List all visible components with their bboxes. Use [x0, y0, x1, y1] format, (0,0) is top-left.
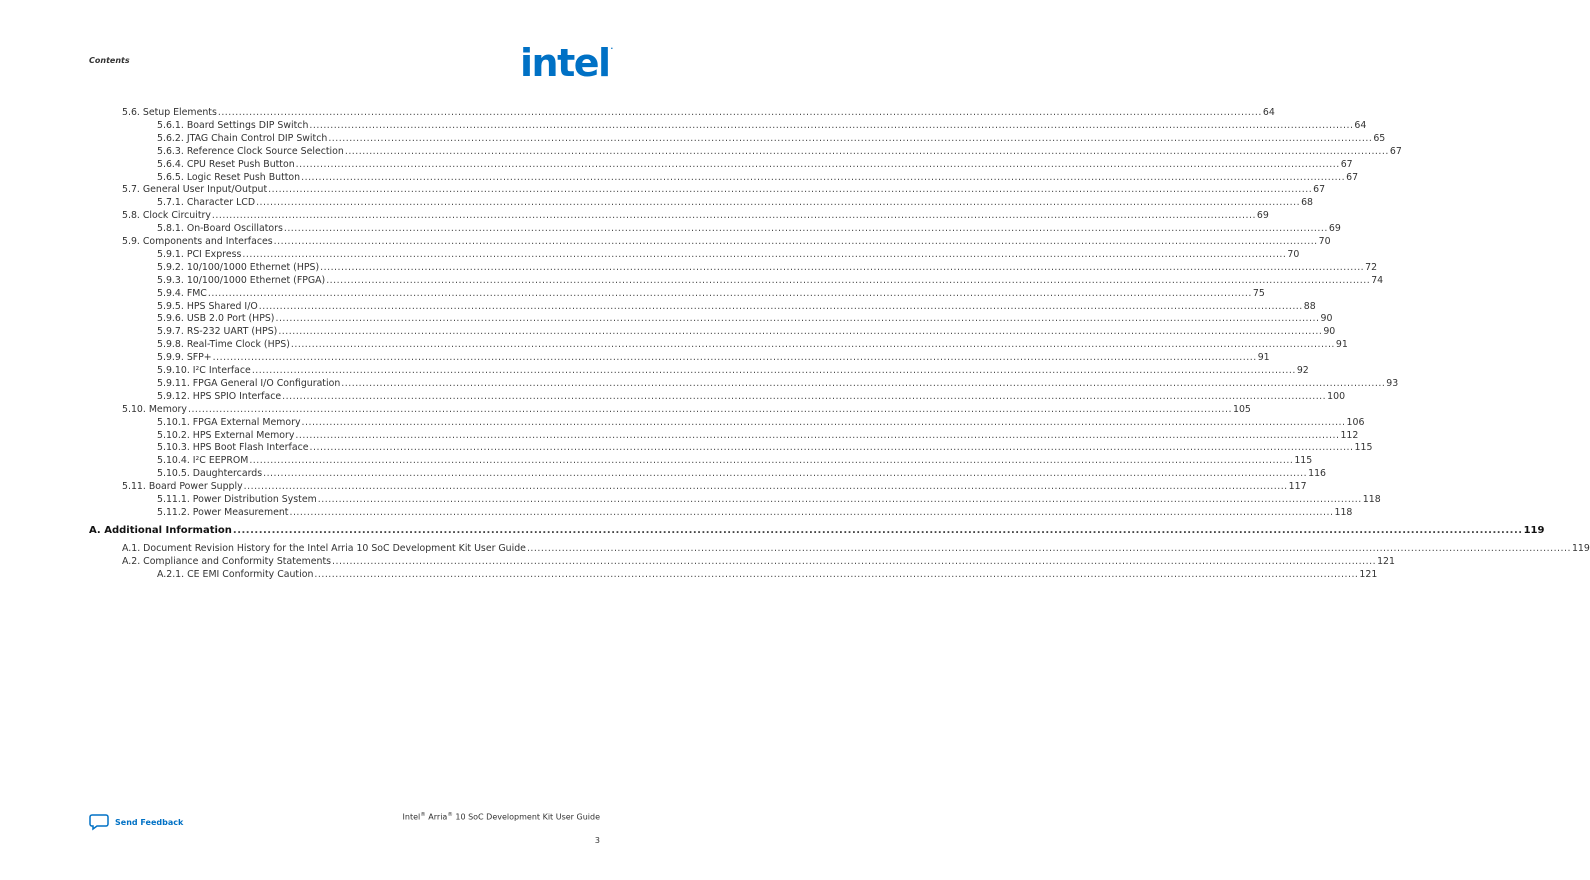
toc-entry-title: 5.8. Clock Circuitry: [122, 210, 211, 222]
toc-leader-dots: ............................................................................................................................................................................................................................................................................................................: [187, 403, 1232, 415]
toc-leader-dots: ............................................................................................................................................................................................................................................................................................................: [278, 326, 1323, 338]
toc-entry[interactable]: [157, 287, 1265, 299]
toc-leader-dots: ............................................................................................................................................................................................................................................................................................................: [290, 339, 1335, 351]
doc-title-part2: Arria: [425, 812, 448, 822]
toc-entry-title: 5.7. General User Input/Output: [122, 184, 268, 196]
toc-leader-dots: ............................................................................................................................................................................................................................................................................................................: [320, 261, 1365, 273]
toc-leader-dots: ............................................................................................................................................................................................................................................................................................................: [275, 313, 1320, 325]
document-title: [403, 812, 600, 822]
toc-entry-title: 5.10.2. HPS External Memory: [157, 429, 295, 441]
toc-entry-page: 72: [1365, 261, 1378, 273]
toc-entry[interactable]: [157, 429, 1359, 441]
toc-entry-page: 119: [1571, 542, 1590, 554]
toc-entry-page: 115: [1294, 455, 1313, 467]
toc-leader-dots: ............................................................................................................................................................................................................................................................................................................: [251, 365, 1296, 376]
toc-leader-dots: ............................................................................................................................................................................................................................................................................................................: [256, 197, 1301, 209]
toc-entry[interactable]: [157, 300, 1316, 312]
toc-entry-page: 106: [1346, 416, 1365, 428]
toc-leader-dots: ............................................................................................................................................................................................................................................................................................................: [258, 300, 1303, 312]
doc-title-part1: Intel: [402, 812, 421, 822]
toc-entry[interactable]: [157, 339, 1348, 351]
toc-entry-page: 90: [1320, 313, 1333, 325]
logo-dot: .: [610, 43, 614, 51]
toc-entry-title: 5.9.2. 10/100/1000 Ethernet (HPS): [157, 261, 320, 273]
toc-entry-title: 5.9. Components and Interfaces: [122, 236, 273, 247]
toc-leader-dots: ............................................................................................................................................................................................................................................................................................................: [332, 555, 1377, 567]
toc-entry[interactable]: [122, 236, 1331, 247]
toc-entry[interactable]: [157, 416, 1365, 428]
toc-entry[interactable]: [157, 455, 1313, 467]
toc-entry-page: 117: [1288, 481, 1307, 493]
toc-entry-title: 5.10.3. HPS Boot Flash Interface: [157, 442, 309, 454]
toc-entry[interactable]: [157, 248, 1300, 260]
toc-entry-page: 90: [1323, 326, 1336, 338]
toc-leader-dots: ............................................................................................................................................................................................................................................................................................................: [268, 184, 1313, 196]
toc-entry-page: 67: [1389, 145, 1402, 157]
toc-entry-title: 5.11.2. Power Measurement: [157, 506, 289, 518]
toc-entry[interactable]: [157, 468, 1327, 480]
toc-entry-page: 121: [1377, 555, 1395, 567]
toc-entry[interactable]: [157, 197, 1314, 209]
toc-entry-title: 5.9.7. RS-232 UART (HPS): [157, 326, 278, 338]
toc-entry-page: 93: [1386, 377, 1399, 389]
toc-leader-dots: ............................................................................................................................................................................................................................................................................................................: [249, 455, 1294, 467]
toc-leader-dots: ............................................................................................................................................................................................................................................................................................................: [282, 390, 1327, 402]
toc-leader-dots: ............................................................................................................................................................................................................................................................................................................: [328, 132, 1373, 144]
toc-entry-page: 69: [1256, 210, 1269, 222]
toc-leader-dots: ............................................................................................................................................................................................................................................................................................................: [283, 223, 1328, 235]
toc-entry[interactable]: [157, 171, 1359, 183]
toc-entry-title: A. Additional Information: [89, 524, 232, 536]
toc-entry[interactable]: [89, 524, 1545, 536]
toc-entry[interactable]: [157, 494, 1381, 505]
toc-entry-title: A.2.1. CE EMI Conformity Caution: [157, 568, 314, 580]
toc-leader-dots: ............................................................................................................................................................................................................................................................................................................: [344, 145, 1389, 157]
toc-leader-dots: ............................................................................................................................................................................................................................................................................................................: [217, 107, 1262, 118]
toc-entry-page: 67: [1340, 158, 1353, 170]
toc-leader-dots: ............................................................................................................................................................................................................................................................................................................: [526, 542, 1571, 554]
send-feedback-link[interactable]: [89, 814, 183, 830]
toc-entry-title: 5.7.1. Character LCD: [157, 197, 256, 209]
toc-entry-title: 5.6.5. Logic Reset Push Button: [157, 171, 301, 183]
toc-leader-dots: ............................................................................................................................................................................................................................................................................................................: [232, 524, 1523, 536]
toc-entry-page: 119: [1523, 524, 1545, 536]
toc-entry-title: 5.9.1. PCI Express: [157, 248, 242, 260]
toc-entry[interactable]: [157, 223, 1341, 235]
toc-entry-title: 5.9.10. I²C Interface: [157, 365, 251, 376]
toc-leader-dots: ............................................................................................................................................................................................................................................................................................................: [273, 236, 1318, 247]
intel-logo: [520, 41, 614, 85]
toc-entry-page: 75: [1252, 287, 1265, 299]
toc-entry[interactable]: [122, 542, 1590, 554]
toc-entry-page: 69: [1328, 223, 1341, 235]
doc-title-reg1: ®: [420, 812, 426, 818]
toc-entry-page: 64: [1354, 119, 1367, 131]
toc-entry[interactable]: [157, 274, 1384, 286]
toc-entry-title: 5.6.4. CPU Reset Push Button: [157, 158, 295, 170]
toc-entry[interactable]: [157, 568, 1378, 580]
feedback-label: Send Feedback: [115, 817, 184, 827]
toc-entry[interactable]: [122, 107, 1275, 118]
toc-entry-title: 5.6.3. Reference Clock Source Selection: [157, 145, 344, 157]
toc-leader-dots: ............................................................................................................................................................................................................................................................................................................: [289, 506, 1334, 518]
toc-entry-page: 67: [1313, 184, 1326, 196]
toc-entry[interactable]: [157, 365, 1309, 376]
toc-entry-page: 67: [1346, 171, 1359, 183]
toc-entry[interactable]: [122, 210, 1269, 222]
toc-entry-page: 70: [1318, 236, 1331, 247]
toc-entry[interactable]: [157, 132, 1386, 144]
toc-entry[interactable]: [157, 119, 1367, 131]
toc-entry[interactable]: [122, 403, 1251, 415]
toc-entry-title: 5.11. Board Power Supply: [122, 481, 243, 493]
header-label: Contents: [89, 56, 130, 65]
toc-entry[interactable]: [157, 158, 1353, 170]
toc-entry-title: 5.6.2. JTAG Chain Control DIP Switch: [157, 132, 328, 144]
toc-leader-dots: ............................................................................................................................................................................................................................................................................................................: [207, 287, 1252, 299]
page-number: 3: [594, 836, 600, 845]
doc-title-part3: 10 SoC Development Kit User Guide: [452, 812, 600, 822]
toc-entry[interactable]: [122, 184, 1326, 196]
toc-entry-page: 116: [1308, 468, 1327, 480]
toc-leader-dots: ............................................................................................................................................................................................................................................................................................................: [243, 481, 1288, 493]
toc-entry[interactable]: [157, 313, 1333, 325]
toc-entry-page: 91: [1335, 339, 1348, 351]
toc-entry[interactable]: [157, 506, 1353, 518]
toc-entry-title: 5.10.1. FPGA External Memory: [157, 416, 301, 428]
toc-entry-title: 5.9.3. 10/100/1000 Ethernet (FPGA): [157, 274, 326, 286]
toc-entry-title: 5.9.12. HPS SPIO Interface: [157, 390, 282, 402]
toc-entry-page: 64: [1262, 107, 1275, 118]
toc-entry-page: 118: [1334, 506, 1353, 518]
toc-entry-title: 5.9.5. HPS Shared I/O: [157, 300, 258, 312]
toc-leader-dots: ............................................................................................................................................................................................................................................................................................................: [341, 377, 1386, 389]
toc-entry-page: 105: [1232, 403, 1251, 415]
toc-entry[interactable]: [157, 377, 1399, 389]
chat-bubble-icon: [89, 814, 109, 830]
toc-entry-title: 5.9.11. FPGA General I/O Configuration: [157, 377, 341, 389]
toc-entry-page: 70: [1287, 248, 1300, 260]
toc-entry-page: 118: [1362, 494, 1381, 505]
toc-entry[interactable]: [157, 390, 1346, 402]
toc-entry-page: 112: [1340, 429, 1359, 441]
toc-entry[interactable]: [122, 481, 1307, 493]
toc-entry-page: 91: [1257, 352, 1270, 364]
toc-entry-page: 74: [1371, 274, 1384, 286]
toc-leader-dots: ............................................................................................................................................................................................................................................................................................................: [317, 494, 1362, 505]
toc-entry-title: 5.11.1. Power Distribution System: [157, 494, 317, 505]
toc-entry-page: 65: [1373, 132, 1386, 144]
toc-entry-title: 5.10.5. Daughtercards: [157, 468, 263, 480]
toc-entry-title: 5.6. Setup Elements: [122, 107, 217, 118]
toc-entry-title: 5.10. Memory: [122, 403, 187, 415]
toc-entry-title: 5.8.1. On-Board Oscillators: [157, 223, 283, 235]
toc-leader-dots: ............................................................................................................................................................................................................................................................................................................: [326, 274, 1371, 286]
toc-entry-page: 115: [1354, 442, 1373, 454]
toc-entry-page: 100: [1327, 390, 1346, 402]
toc-leader-dots: ............................................................................................................................................................................................................................................................................................................: [309, 442, 1354, 454]
toc-leader-dots: ............................................................................................................................................................................................................................................................................................................: [301, 171, 1346, 183]
toc-entry-title: 5.10.4. I²C EEPROM: [157, 455, 249, 467]
toc-leader-dots: ............................................................................................................................................................................................................................................................................................................: [263, 468, 1308, 480]
toc-entry[interactable]: [157, 261, 1378, 273]
toc-entry-page: 88: [1303, 300, 1316, 312]
toc-leader-dots: ............................................................................................................................................................................................................................................................................................................: [242, 248, 1287, 260]
toc-leader-dots: ............................................................................................................................................................................................................................................................................................................: [212, 352, 1257, 364]
doc-title-reg2: ®: [447, 812, 453, 818]
toc-entry-title: A.1. Document Revision History for the Intel Arria 10 SoC Development Kit User Guide: [122, 542, 526, 554]
toc-entry-title: 5.9.9. SFP+: [157, 352, 212, 364]
toc-leader-dots: ............................................................................................................................................................................................................................................................................................................: [309, 119, 1354, 131]
toc-entry[interactable]: [157, 145, 1402, 157]
toc-entry-page: 121: [1359, 568, 1378, 580]
toc-entry-title: 5.6.1. Board Settings DIP Switch: [157, 119, 309, 131]
toc-entry-title: 5.9.4. FMC: [157, 287, 207, 299]
toc-entry-page: 68: [1301, 197, 1314, 209]
toc-leader-dots: ............................................................................................................................................................................................................................................................................................................: [295, 429, 1340, 441]
toc-entry-title: 5.9.8. Real-Time Clock (HPS): [157, 339, 290, 351]
toc-entry-page: 92: [1296, 365, 1309, 376]
toc-leader-dots: ............................................................................................................................................................................................................................................................................................................: [211, 210, 1256, 222]
toc-entry-title: A.2. Compliance and Conformity Statements: [122, 555, 332, 567]
toc-entry-title: 5.9.6. USB 2.0 Port (HPS): [157, 313, 275, 325]
logo-text: intel: [520, 41, 610, 85]
toc-leader-dots: ............................................................................................................................................................................................................................................................................................................: [301, 416, 1346, 428]
toc-leader-dots: ............................................................................................................................................................................................................................................................................................................: [314, 568, 1359, 580]
toc-entry[interactable]: [157, 442, 1373, 454]
toc-entry[interactable]: [157, 352, 1270, 364]
toc-leader-dots: ............................................................................................................................................................................................................................................................................................................: [295, 158, 1340, 170]
toc-entry[interactable]: [122, 555, 1395, 567]
toc-entry[interactable]: [157, 326, 1336, 338]
